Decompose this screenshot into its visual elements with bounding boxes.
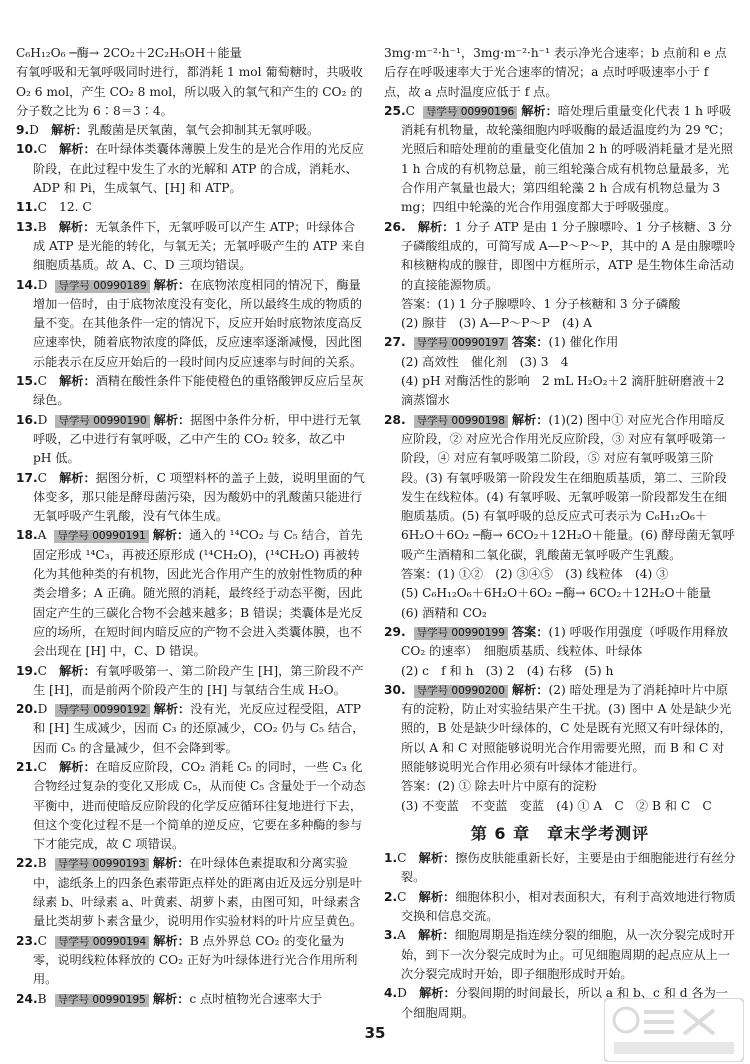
study-number-tag: 导学号 00990195 — [55, 994, 149, 1007]
explanation-label: 解析： — [59, 374, 96, 389]
answer-entry — [384, 411, 736, 565]
explanation-label: 解析： — [152, 856, 190, 871]
answer-choice: D — [397, 986, 407, 1001]
explanation-label: 解析： — [59, 663, 96, 678]
question-number: 3. — [384, 928, 398, 943]
explanation-text: 乳酸菌是厌氧菌，氧气会抑制其无氧呼吸。 — [87, 123, 320, 138]
answer-choice: D — [37, 412, 48, 427]
page-number: 35 — [364, 1024, 386, 1042]
answer-choice: B — [37, 856, 47, 871]
answer-entry — [16, 662, 366, 701]
answer-entry — [384, 584, 736, 603]
explanation-text: (1) 呼吸作用强度（呼吸作用释放 CO₂ 的速率） 细胞质基质、线粒体、叶绿体 — [401, 624, 729, 659]
answer-entry — [16, 372, 366, 411]
question-number: 4. — [384, 986, 398, 1001]
explanation-text: 1 分子 ATP 是由 1 分子腺嘌呤、1 分子核糖、3 分子磷酸组成的，可简写成 A—P～P～P，其中的 A 是由腺嘌呤和核糖构成的腺苷，即图中方框所示，ATP 是生物体生命活动的直接能源物质。 — [401, 219, 736, 292]
answer-entry — [16, 469, 366, 527]
explanation-label: 答案： — [401, 779, 438, 794]
explanation-text: (4) pH 对酶活性的影响 2 mL H₂O₂＋2 滴肝脏研磨液＋2 滴蒸馏水 — [401, 374, 725, 408]
question-number: 20. — [16, 702, 38, 717]
answer-choice: C — [37, 470, 47, 485]
answer-entry — [16, 218, 366, 276]
explanation-label: 答案： — [401, 296, 438, 311]
study-number-tag: 导学号 00990200 — [414, 685, 508, 698]
question-number: 24. — [16, 991, 38, 1006]
left-entry-list — [16, 121, 366, 1009]
explanation-text: (1) 催化作用 — [548, 335, 619, 350]
explanation-text: 有氧呼吸第一、第二阶段产生 [H]，第三阶段不产生 [H]，而是前两个阶段产生的 [H] 与氧结合生成 H₂O。 — [33, 663, 364, 697]
question-number: 16. — [16, 412, 38, 427]
question-number: 9. — [16, 123, 30, 138]
answer-entry — [384, 623, 736, 662]
explanation-label: 答案： — [401, 567, 438, 582]
explanation-text: 通入的 ¹⁴CO₂ 与 C₅ 结合，首先固定形成 ¹⁴C₃，再被还原形成 (¹⁴CH₂O)，(¹⁴CH₂O) 再被转化为其他种类的有机物，因此光合作用产生的放射性物质的种类会增多；A 正确。随光照的消耗，最终经于动态平衡，因此固定产生的三碳化合物不会越来越多；B 错误；类囊体是光反应的场所，在短时间内暗反应的产物不会进入类囊体膜，也不会出现在 [H] 中，C、D 错误。 — [33, 528, 363, 659]
answer-entry — [384, 218, 736, 295]
explanation-label: 解析： — [59, 759, 96, 774]
watermark-logo — [604, 998, 744, 1062]
answer-entry — [384, 849, 736, 888]
answer-entry — [384, 777, 736, 796]
explanation-label: 解析： — [418, 851, 456, 866]
chapter-entry-list — [384, 849, 736, 1023]
explanation-label: 解析： — [419, 986, 456, 1001]
explanation-label: 解析： — [153, 702, 191, 717]
answer-entry — [16, 854, 366, 931]
question-number: 28. — [384, 412, 406, 427]
answer-entry — [384, 333, 736, 352]
answer-entry — [384, 604, 736, 623]
explanation-label: 解析： — [153, 277, 191, 292]
question-number: 30. — [384, 682, 406, 697]
question-number: 26. — [384, 219, 406, 234]
explanation-text: (1) 1 分子腺嘌呤、1 分子核糖和 3 分子磷酸 — [437, 296, 681, 311]
answer-entry — [384, 565, 736, 584]
answer-entry — [384, 681, 736, 777]
answer-choice: C — [397, 851, 407, 866]
explanation-text: (3) 不变蓝 不变蓝 变蓝 (4) ① A C ② B 和 C C — [401, 798, 712, 813]
explanation-text: (2) 腺苷 (3) A—P～P～P (4) A — [401, 316, 592, 331]
right-continuation: 3mg·m⁻²·h⁻¹，3mg·m⁻²·h⁻¹ 表示净光合速率；b 点前和 e 点后存在呼吸速率大于光合速率的情况；a 点时呼吸速率小于 f 点，故 a 点时温度应低于 f 点。 — [384, 46, 727, 99]
explanation-label: 解析： — [418, 889, 456, 904]
explanation-label: 解析： — [153, 933, 190, 948]
explanation-text: 暗处理后重量变化代表 1 h 呼吸消耗有机物量，故轮藻细胞内呼吸酶的最适温度约为 29 ℃；光照后和暗处理前的重量变化值加 2 h 的呼吸消耗量才是光照 1 h 合成的有机物总量，前三组轮藻合成有机物总量最多，光合作用产氧量也最大；第四组轮藻 2 h 合成有机物总量为 3 mg；四组中轮藻的光合作用强度都大于呼吸强度。 — [401, 103, 733, 215]
explanation-label: 解析： — [152, 991, 190, 1006]
question-number: 2. — [384, 889, 398, 904]
explanation-label: 解析： — [59, 142, 96, 157]
question-number: 21. — [16, 759, 38, 774]
explanation-text: 细胞体积小，相对表面积大，有利于高效地进行物质交换和信息交流。 — [401, 889, 736, 924]
answer-entry — [384, 662, 736, 681]
question-number: 1. — [384, 851, 398, 866]
explanation-text: 据图分析，C 项塑料杯的盖子上鼓，说明里面的气体变多，那只能是酵母菌污染，因为酸奶中的乳酸菌只能进行无氧呼吸产生乳酸，没有气体生成。 — [33, 470, 365, 524]
explanation-label: 解析： — [521, 103, 558, 118]
answer-entry — [384, 102, 736, 218]
question-number: 11. — [16, 200, 38, 215]
explanation-text: (1)(2) 图中① 对应光合作用暗反应阶段，② 对应光合作用光反应阶段，③ 对应有氧呼吸第一阶段，④ 对应有氧呼吸第二阶段，⑤ 对应有氧呼吸第三阶段。(3) 有氧呼吸第一阶段发生在细胞质基质，第二、三阶段发生在线粒体。(4) 有氧呼吸、无氧呼吸第一阶段都发生在细胞质基质。(5) 有氧呼吸的总反应式可表示为 C₆H₁₂O₆＋6H₂O＋6O₂ ─酶→ 6CO₂＋12H₂O＋能量。(6) 酵母菌无氧呼吸产生酒精和二氧化碳，乳酸菌无氧呼吸产生乳酸。 — [401, 412, 735, 562]
explanation-label: 解析： — [58, 219, 96, 234]
explanation-text: (5) C₆H₁₂O₆＋6H₂O＋6O₂ ─酶→ 6CO₂＋12H₂O＋能量 — [401, 586, 712, 601]
explanation-label: 解析： — [153, 412, 191, 427]
answer-entry — [384, 314, 736, 333]
explanation-text: B 点外界总 CO₂ 的变化量为零，说明线粒体释放的 CO₂ 正好为叶绿体进行光合作用所利用。 — [33, 933, 358, 987]
intro-paragraph: 有氧呼吸和无氧呼吸同时进行，都消耗 1 mol 葡萄糖时，共吸收 O₂ 6 mol，产生 CO₂ 8 mol，所以吸入的氧气和产生的 CO₂ 的分子数之比为 6∶8＝3∶4。 — [16, 65, 363, 118]
question-number: 27. — [384, 335, 406, 350]
explanation-label: 解析： — [152, 528, 190, 543]
question-number: 18. — [16, 528, 38, 543]
answer-choice: C — [405, 103, 415, 118]
answer-choice: C — [37, 759, 47, 774]
explanation-text: 在叶绿体类囊体薄膜上发生的是光合作用的光反应阶段，在此过程中发生了水的光解和 ATP 的合成，消耗水、ADP 和 Pi，生成氧气、[H] 和 ATP。 — [33, 142, 364, 196]
question-number: 23. — [16, 933, 38, 948]
answer-entry — [16, 700, 366, 758]
answer-entry — [16, 932, 366, 990]
explanation-label: 答案： — [511, 624, 549, 639]
answer-choice: C 12. C — [37, 200, 92, 215]
explanation-text: (2) c f 和 h (3) 2 (4) 右移 (5) h — [401, 663, 614, 678]
study-number-tag: 导学号 00990198 — [414, 415, 508, 428]
question-number: 15. — [16, 374, 38, 389]
explanation-text: (6) 酒精和 CO₂ — [401, 605, 487, 620]
explanation-label: 解析： — [59, 470, 96, 485]
explanation-label: 解析： — [51, 123, 88, 138]
question-number: 10. — [16, 142, 38, 157]
answer-choice: C — [37, 933, 47, 948]
explanation-label: 答案： — [511, 335, 549, 350]
answer-entry — [16, 526, 366, 661]
answer-entry — [16, 276, 366, 372]
right-entry-list — [384, 102, 736, 816]
explanation-text: 无氧条件下，无氧呼吸可以产生 ATP；叶绿体合成 ATP 是光能的转化，与氧无关；无氧呼吸产生的 ATP 来自细胞质基质。故 A、C、D 三项均错误。 — [33, 219, 366, 273]
study-number-tag: 导学号 00990189 — [55, 280, 149, 293]
explanation-text: 分裂间期的时间最长，所以 a 和 b、c 和 d 各为一个细胞周期。 — [401, 986, 728, 1020]
explanation-text: (2) 高效性 催化剂 (3) 3 4 — [401, 354, 569, 369]
study-number-tag: 导学号 00990191 — [54, 530, 148, 543]
explanation-text: 擦伤皮肤能重新长好，主要是由于细胞能进行有丝分裂。 — [401, 851, 736, 885]
answer-choice: A — [397, 928, 406, 943]
left-column — [16, 44, 366, 1009]
answer-entry — [16, 411, 366, 469]
answer-entry — [384, 353, 736, 372]
question-number: 29. — [384, 624, 406, 639]
explanation-text: 在叶绿体色素提取和分离实验中，滤纸条上的四条色素带距点样处的距离由近及远分别是叶绿素 b、叶绿素 a、叶黄素、胡萝卜素，由图可知，叶绿素含量比类胡萝卜素含量少，说明用作实验材料的叶片应呈黄色。 — [33, 856, 363, 929]
study-number-tag: 导学号 00990194 — [55, 936, 149, 949]
explanation-text: 据图中条件分析，甲中进行无氧呼吸，乙中进行有氧呼吸，乙中产生的 CO₂ 较多，故乙中 pH 低。 — [33, 412, 361, 466]
study-number-tag: 导学号 00990196 — [423, 106, 517, 119]
answer-entry — [16, 758, 366, 854]
question-number: 22. — [16, 856, 38, 871]
answer-entry — [16, 121, 366, 140]
explanation-text: 在底物浓度相同的情况下，酶量增加一倍时，由于底物浓度没有变化，所以最终生成的物质的量不变。在其他条件一定的情况下，反应开始时底物浓度高反应速率快，随着底物浓度的降低，反应速率逐渐减慢，因此图示能表示在反应开始后的一段时间内反应速率与时间的关系。 — [33, 277, 363, 369]
answer-entry — [384, 888, 736, 927]
explanation-text: 没有光，光反应过程受阻，ATP 和 [H] 生成减少，因而 C₃ 的还原减少，CO₂ 仍与 C₅ 结合，因而 C₅ 的含量减少，但不会降到零。 — [33, 702, 365, 755]
answer-choice: B — [37, 991, 47, 1006]
explanation-text: 在暗反应阶段，CO₂ 消耗 C₅ 的同时，一些 C₃ 化合物经过复杂的变化又形成 C₅，从而使 C₅ 含量处于一个动态平衡中，进而使暗反应阶段的化学反应循环往复地进行下去，但这个变化过程不是一个简单的逆反应，它要在多种酶的参与下才能完成，故 C 项错误。 — [33, 759, 366, 852]
answer-entry — [384, 797, 736, 816]
answer-choice: D — [29, 123, 39, 138]
study-number-tag: 导学号 00990193 — [55, 858, 149, 871]
answer-entry — [16, 198, 366, 217]
question-number: 17. — [16, 470, 38, 485]
answer-entry — [384, 295, 736, 314]
question-number: 14. — [16, 277, 38, 292]
answer-entry — [384, 926, 736, 984]
answer-choice: D — [37, 702, 48, 717]
answer-choice: C — [37, 374, 47, 389]
explanation-text: (1) ①② (2) ③④⑤ (3) 线粒体 (4) ③ — [437, 567, 669, 582]
explanation-text: c 点时植物光合速率大于 — [189, 991, 322, 1006]
study-number-tag: 导学号 00990197 — [414, 337, 508, 350]
answer-choice: C — [37, 663, 47, 678]
question-number: 13. — [16, 219, 38, 234]
answer-choice: D — [37, 277, 48, 292]
explanation-text: (2) ① 除去叶片中原有的淀粉 — [437, 779, 597, 794]
right-column — [384, 44, 736, 1023]
answer-choice: C — [37, 142, 47, 157]
intro-formula: C₆H₁₂O₆ ─酶→ 2CO₂＋2C₂H₅OH＋能量 — [16, 46, 242, 60]
question-number: 25. — [384, 103, 406, 118]
answer-entry — [384, 372, 736, 411]
chapter-heading: 第 6 章 章末学考测评 — [470, 823, 650, 843]
study-number-tag: 导学号 00990199 — [414, 627, 508, 640]
answer-choice: B — [37, 219, 47, 234]
explanation-label: 解析： — [418, 928, 455, 943]
answer-choice: C — [397, 889, 407, 904]
question-number: 19. — [16, 663, 38, 678]
answer-entry — [16, 140, 366, 198]
study-number-tag: 导学号 00990190 — [55, 415, 149, 428]
explanation-text: 酒精在酸性条件下能使橙色的重铬酸钾反应后呈灰绿色。 — [33, 374, 364, 408]
explanation-text: 细胞周期是指连续分裂的细胞，从一次分裂完成时开始，到下一次分裂完成时为止。可见细胞周期的起点应从上一次分裂完成时开始，即子细胞形成时开始。 — [401, 928, 735, 981]
answer-choice: A — [37, 528, 47, 543]
explanation-label: 解析： — [417, 219, 455, 234]
explanation-label: 解析： — [511, 412, 549, 427]
explanation-text: (2) 暗处理是为了消耗掉叶片中原有的淀粉，防止对实验结果产生干扰。(3) 图中 A 处是缺少光照的，B 处是缺少叶绿体的，C 处是既有光照又有叶绿体的，所以 A 和 C 对照能够说明光合作用需要光照，而 B 和 C 对照能够说明光合作用必须有叶绿体才能进行。 — [401, 682, 732, 774]
study-number-tag: 导学号 00990192 — [55, 704, 149, 717]
explanation-label: 解析： — [511, 682, 549, 697]
answer-entry — [16, 990, 366, 1009]
